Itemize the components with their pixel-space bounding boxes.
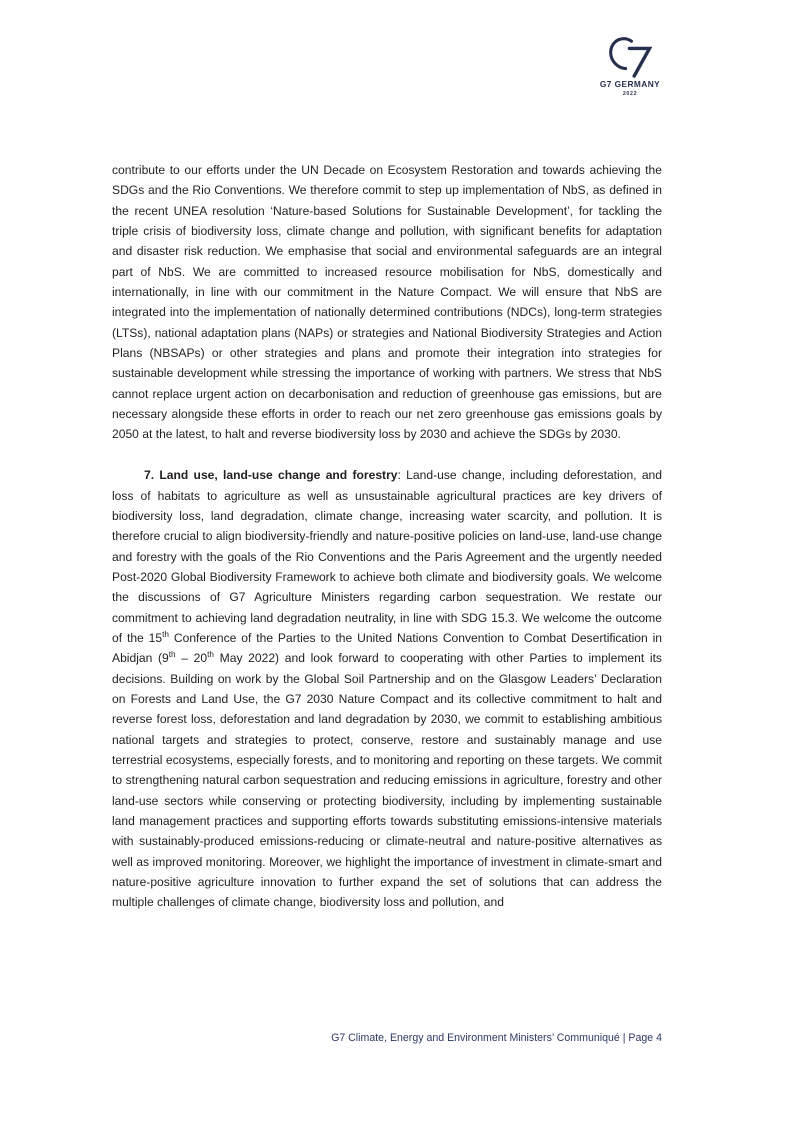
paragraph-text: contribute to our efforts under the UN Decade on Ecosystem Restoration and towards achieving the SDGs and the Rio Conventions. We therefore commit to step up implementation of NbS, as defined in the recent UNEA resolution ‘Nature-based Solutions for Sustainable Development’, for tackling the triple crisis of biodiversity loss, climate change and pollution, with significant benefits for adaptation and disaster risk reduction. We emphasise that social and environmental safeguards are an integral part of NbS. We are committed to increased resource mobilisation for NbS, domestically and internationally, in line with our commitment in the Nature Compact. We will ensure that NbS are integrated into the implementation of nationally determined contributions (NDCs), long-term strategies (LTSs), national adaptation plans (NAPs) or strategies and National Biodiversity Strategies and Action Plans (NBSAPs) or other strategies and plans and promote their integration into strategies for sustainable development while stressing the importance of working with partners. We stress that NbS cannot replace urgent action on decarbonisation and reduction of greenhouse gas emissions, but are necessary alongside these efforts in order to reach our net zero greenhouse gas emissions goals by 2050 at the latest, to halt and reverse biodiversity loss by 2030 and achieve the SDGs by 2030.	[112, 163, 662, 442]
page-header	[112, 36, 662, 108]
paragraph-text-part-1: : Land-use change, including deforestation, and loss of habitats to agriculture as well as unsustainable agricultural practices are key drivers of biodiversity loss, land degradation, climate change, increasing water scarcity, and pollution. It is therefore crucial to align biodiversity-friendly and nature-positive policies on land-use, land-use change and forestry with the goals of the Rio Conventions and the Paris Agreement and the urgently needed Post-2020 Global Biodiversity Framework to achieve both climate and biodiversity goals. We welcome the discussions of G7 Agriculture Ministers regarding carbon sequestration. We restate our commitment to achieving land degradation neutrality, in line with SDG 15.3. We welcome the outcome of the 15	[112, 468, 663, 645]
g7-logo-mark	[604, 36, 656, 78]
logo-year: 2022	[622, 91, 638, 98]
ordinal-suffix-15th: th	[162, 629, 169, 639]
paragraph-text-part-4: May 2022) and look forward to cooperating with other Parties to implement its decisions. Building on work by the Global Soil Partnership and on the Glasgow Leaders’ Declaration on Forests and Land Use, the G7 2030 Nature Compact and its collective commitment to halt and reverse forest loss, deforestation and land degradation by 2030, we commit to establishing ambitious national targets and strategies to protect, conserve, restore and sustainably manage and use terrestrial ecosystems, especially forests, and to monitoring and reporting on these targets. We commit to strengthening natural carbon sequestration and reducing emissions in agriculture, forestry and other land-use sectors while conserving or protecting biodiversity, including by implementing sustainable land management practices and supporting efforts towards substituting emissions-intensive materials with sustainably-produced emissions-reducing or climate-neutral and nature-positive alternatives as well as improved monitoring. Moreover, we highlight the importance of investment in climate-smart and nature-positive agriculture innovation to further expand the set of solutions that can address the multiple challenges of climate change, biodiversity loss and pollution, and	[112, 651, 662, 910]
paragraph-lead-heading: 7. Land use, land-use change and forestry	[144, 468, 398, 483]
page-footer: G7 Climate, Energy and Environment Ministers’ Communiqué | Page 4	[331, 1032, 662, 1044]
paragraph-nbs-continued	[112, 160, 662, 445]
paragraph-text-part-2: Conference of the Parties to the United Nations Convention to Combat Desertification in Abidjan (9	[112, 630, 662, 666]
paragraph-7-land-use	[112, 465, 662, 913]
g7-germany-logo	[598, 36, 662, 97]
paragraph-text-part-3: – 20	[175, 651, 208, 666]
ordinal-suffix-9th: th	[168, 650, 176, 660]
ordinal-suffix-20th: th	[207, 650, 214, 660]
logo-wordmark: G7 GERMANY	[599, 79, 661, 89]
document-body	[112, 160, 662, 913]
